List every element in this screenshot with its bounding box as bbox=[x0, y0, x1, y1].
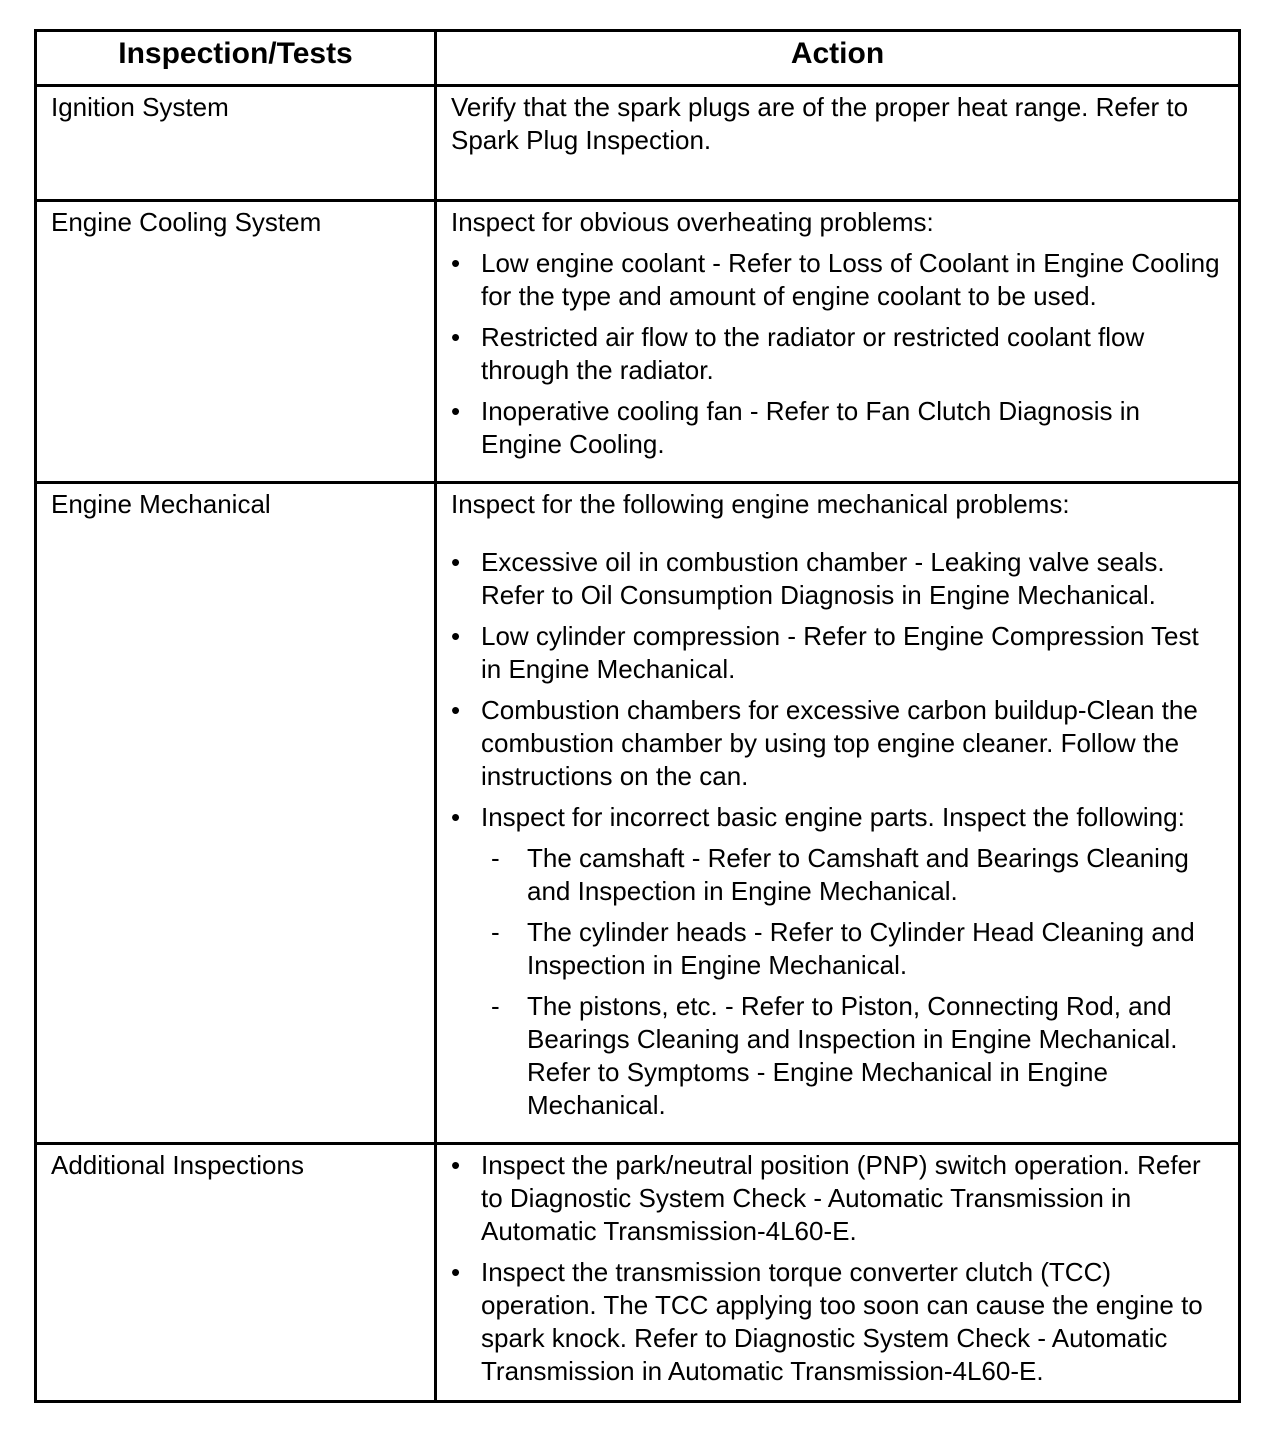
list-item: • Restricted air flow to the radiator or restricted coolant flow through the radiator. bbox=[451, 322, 1145, 385]
row-name-engine-mechanical: Engine Mechanical bbox=[36, 483, 436, 1144]
row-action-ignition-system bbox=[436, 86, 1240, 201]
bullet-icon: • bbox=[451, 547, 461, 577]
dash-icon: - bbox=[491, 991, 500, 1021]
table-row bbox=[36, 1144, 1240, 1402]
row-action-engine-mechanical bbox=[436, 483, 1240, 1144]
list-item: • Low engine coolant - Refer to Loss of Coolant in Engine Cooling for the type and amount of engine coolant to be used. bbox=[451, 248, 1220, 311]
column-header-action: Action bbox=[436, 31, 1240, 86]
table-row bbox=[36, 483, 1240, 1144]
row-action-additional-inspections bbox=[436, 1144, 1240, 1402]
action-intro: Inspect for obvious overheating problems: bbox=[451, 207, 934, 237]
inspection-table bbox=[34, 29, 1241, 1403]
sub-list-item: - The pistons, etc. - Refer to Piston, Connecting Rod, and Bearings Cleaning and Inspection in Engine Mechanical. Refer to Symptoms - Engine Mechanical in Engine Mechanical. bbox=[491, 991, 1178, 1120]
action-intro: Verify that the spark plugs are of the proper heat range. Refer to Spark Plug Inspection. bbox=[451, 92, 1189, 155]
table-row bbox=[36, 86, 1240, 201]
action-dash-list bbox=[491, 842, 1224, 1122]
action-bullet-list bbox=[451, 247, 1224, 461]
action-intro: Inspect for the following engine mechanical problems: bbox=[451, 489, 1070, 519]
row-name-ignition-system: Ignition System bbox=[36, 86, 436, 201]
list-item: • Combustion chambers for excessive carbon buildup-Clean the combustion chamber by using top engine cleaner. Follow the instructions on the can. bbox=[451, 695, 1198, 791]
action-bullet-list bbox=[451, 1149, 1224, 1388]
list-item: • Inspect for incorrect basic engine parts. Inspect the following: - The camshaft - Refer to Camshaft and Bearings Cleaning and Inspection in Engine Mechanical. - The cylinder heads - Refer to Cylinder Head Cleaning and Inspection in Engine Mechanical. - The pistons, etc. - Refer to Piston, Connecting Rod, and Bearings Cleaning and Inspection in Engine Mechanical. Refer to Symptoms - Engine Mechanical in Engine Mechanical. bbox=[451, 801, 1224, 1122]
list-item: • Inspect the transmission torque converter clutch (TCC) operation. The TCC applying too soon can cause the engine to spark knock. Refer to Diagnostic System Check - Automatic Transmission in Automatic Transmission-4L60-E. bbox=[451, 1257, 1203, 1386]
bullet-icon: • bbox=[451, 1150, 461, 1180]
bullet-icon: • bbox=[451, 248, 461, 278]
bullet-icon: • bbox=[451, 621, 461, 651]
table-row bbox=[36, 201, 1240, 483]
bullet-icon: • bbox=[451, 396, 461, 426]
bullet-icon: • bbox=[451, 322, 461, 352]
row-action-engine-cooling-system bbox=[436, 201, 1240, 483]
row-name-engine-cooling-system: Engine Cooling System bbox=[36, 201, 436, 483]
list-item: • Excessive oil in combustion chamber - Leaking valve seals. Refer to Oil Consumption Diagnosis in Engine Mechanical. bbox=[451, 547, 1165, 610]
inspection-table-sheet bbox=[34, 29, 1238, 1403]
dash-icon: - bbox=[491, 917, 500, 947]
action-bullet-list bbox=[451, 546, 1224, 1122]
column-header-inspection: Inspection/Tests bbox=[36, 31, 436, 86]
sub-list-item: - The camshaft - Refer to Camshaft and Bearings Cleaning and Inspection in Engine Mechanical. bbox=[491, 843, 1189, 906]
dash-icon: - bbox=[491, 843, 500, 873]
table-header-row bbox=[36, 31, 1240, 86]
sub-list-item: - The cylinder heads - Refer to Cylinder Head Cleaning and Inspection in Engine Mechanical. bbox=[491, 917, 1195, 980]
list-item: • Inoperative cooling fan - Refer to Fan Clutch Diagnosis in Engine Cooling. bbox=[451, 396, 1141, 459]
bullet-icon: • bbox=[451, 1257, 461, 1287]
row-name-additional-inspections: Additional Inspections bbox=[36, 1144, 436, 1402]
bullet-icon: • bbox=[451, 802, 461, 832]
list-item: • Low cylinder compression - Refer to Engine Compression Test in Engine Mechanical. bbox=[451, 621, 1199, 684]
list-item: • Inspect the park/neutral position (PNP) switch operation. Refer to Diagnostic System Check - Automatic Transmission in Automatic Transmission-4L60-E. bbox=[451, 1150, 1201, 1246]
bullet-icon: • bbox=[451, 695, 461, 725]
